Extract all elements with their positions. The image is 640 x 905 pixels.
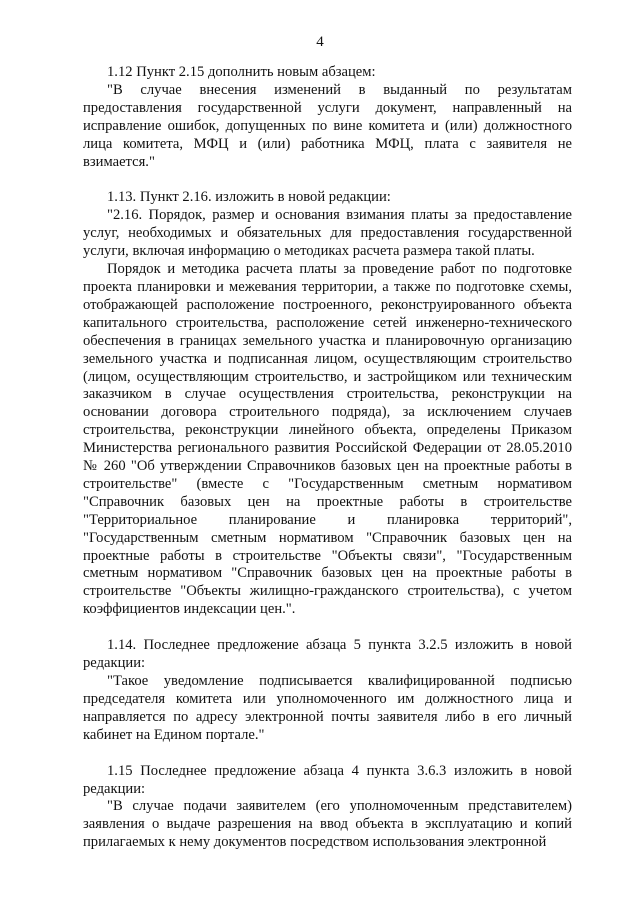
document-body [83,64,572,852]
paragraph: "Такое уведомление подписывается квалифицированной подписью председателя комитета или уполномоченного им должностного лица и направляется по адресу электронной почты заявителя либо в его личный кабинет на Едином портале." [83,673,572,743]
section-heading: 1.14. Последнее предложение абзаца 5 пункта 3.2.5 изложить в новой редакции: [83,637,572,672]
paragraph: "2.16. Порядок, размер и основания взимания платы за предоставление услуг, необходимых и обязательных для предоставления государственной услуги, включая информацию о методиках расчета размера такой платы. [83,207,572,260]
paragraph: "В случае внесения изменений в выданный по результатам предоставления государственной услуги документ, направленный на исправление ошибок, допущенных по вине комитета и (или) должностного лица комитета, МФЦ и (или) работника МФЦ, плата с заявителя не взимается." [83,81,572,170]
section-heading: 1.13. Пункт 2.16. изложить в новой редакции: [107,189,391,206]
section-heading: 1.12 Пункт 2.15 дополнить новым абзацем: [107,64,376,80]
section-heading: 1.15 Последнее предложение абзаца 4 пункта 3.6.3 изложить в новой редакции: [83,762,572,797]
page-number: 4 [316,34,324,50]
paragraph: "В случае подачи заявителем (его уполномоченным представителем) заявления о выдаче разрешения на ввод объекта в эксплуатацию и копий прилагаемых к нему документов посредством использования электронной [83,798,572,851]
paragraph: Порядок и методика расчета платы за проведение работ по подготовке проекта планировки и межевания территории, а также по подготовке схемы, отображающей расположение построенного, реконструированного объекта капитального строительства, расположение сетей инженерно-технического обеспечения в границах земельного участка и планировочную организацию земельного участка и подписанная лицом, осуществляющим строительство (лицом, осуществляющим строительство, и застройщиком или техническим заказчиком в случае осуществления строительства, реконструкции на основании договора строительного подряда), за исключением случаев строительства, реконструкции линейного объекта, определены Приказом Министерства регионального развития Российской Федерации от 28.05.2010 № 260 "Об утверждении Справочников базовых цен на проектные работы в строительстве" (вместе с "Государственным сметным нормативом "Справочник базовых цен на проектные работы в строительстве "Территориальное планирование и планировка территорий", "Государственным сметным нормативом "Справочник базовых цен на проектные работы в строительстве "Объекты связи", "Государственным сметным нормативом "Справочник базовых цен на проектные работы в строительстве "Объекты жилищно-гражданского строительства), с учетом коэффициентов индексации цен.". [83,261,572,618]
